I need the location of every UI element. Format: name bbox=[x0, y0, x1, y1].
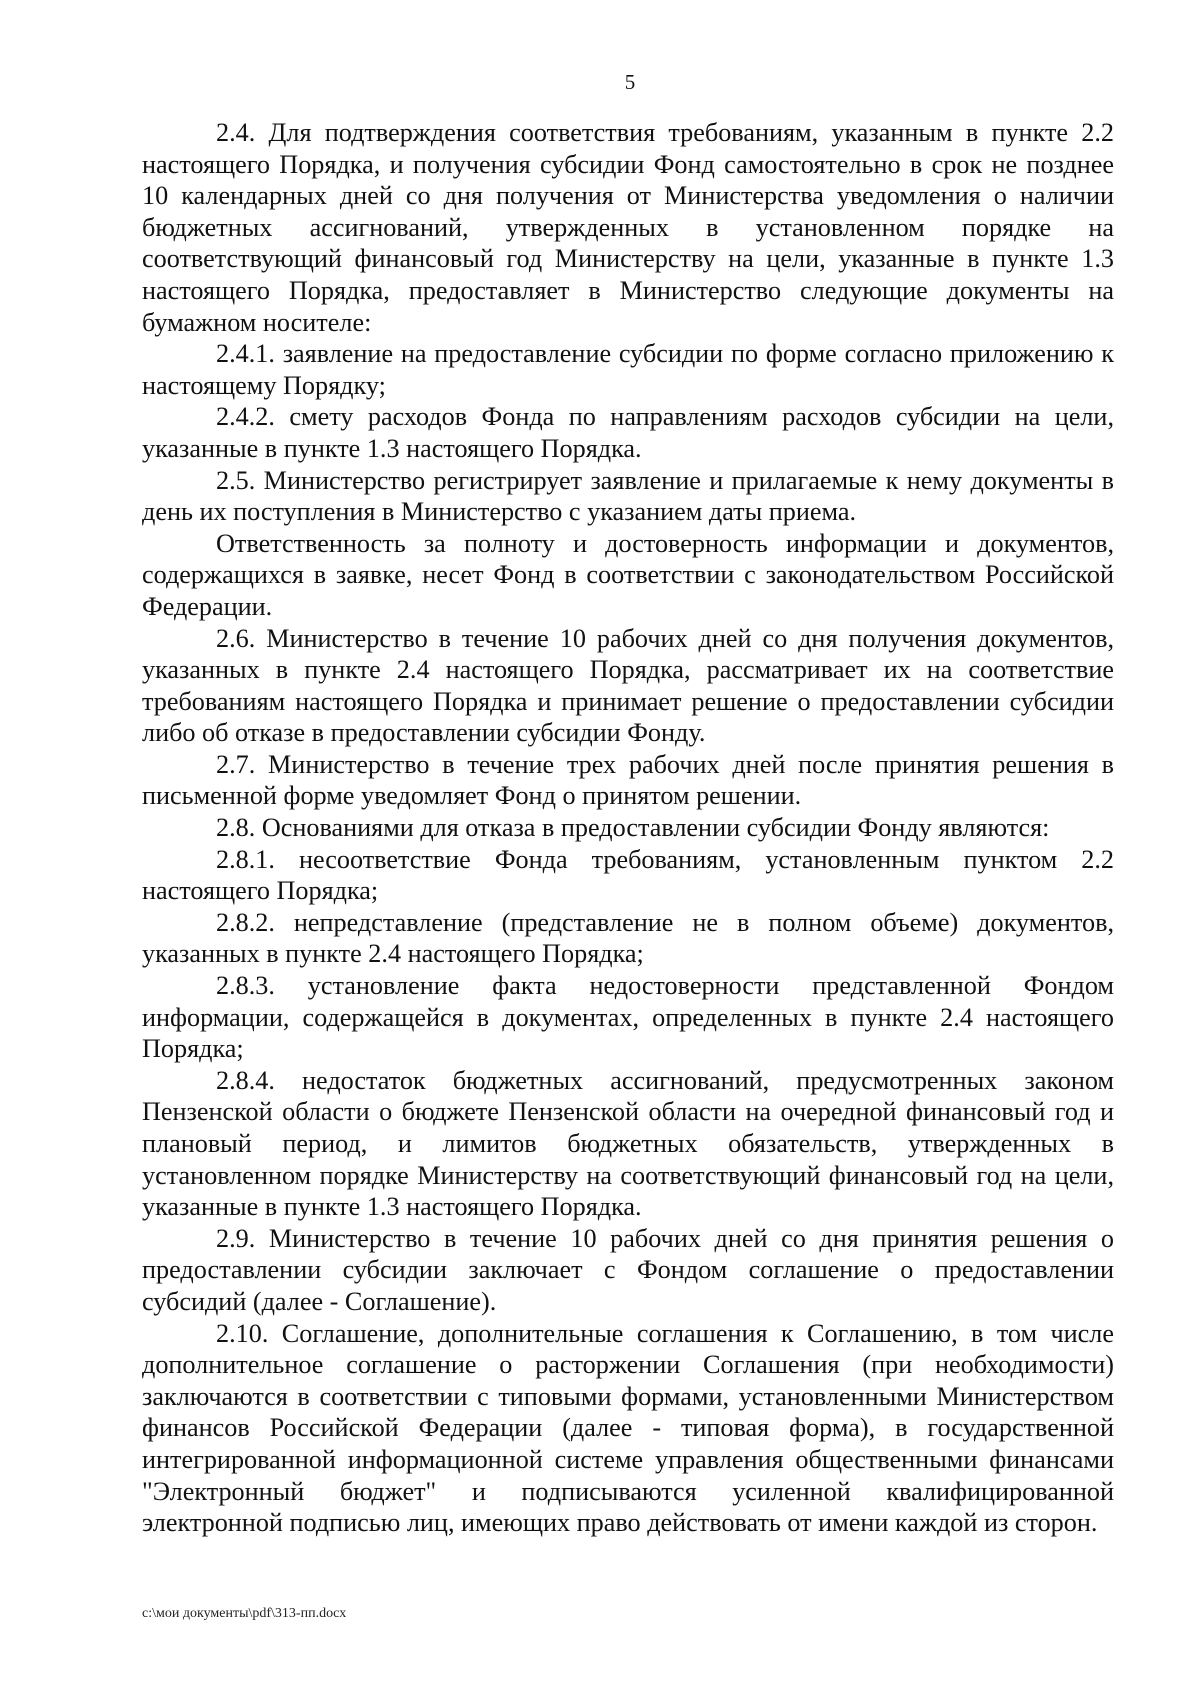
paragraph-2-9: 2.9. Министерство в течение 10 рабочих дней со дня принятия решения о предоставлении субсидии заключает с Фондом соглашение о предоставлении субсидий (далее - Соглашение). bbox=[142, 1223, 1114, 1316]
paragraph-2-8-4: 2.8.4. недостаток бюджетных ассигнований, предусмотренных законом Пензенской области о бюджете Пензенской области на очередной финансовый год и плановый период, и лимитов бюджетных обязательств, утвержденных в установленном порядке Министерству на соответствующий финансовый год на цели, указанные в пункте 1.3 настоящего Порядка. bbox=[142, 1065, 1114, 1222]
paragraph-2-8-3: 2.8.3. установление факта недостоверности представленной Фондом информации, содержащейся в документах, определенных в пункте 2.4 настоящего Порядка; bbox=[142, 971, 1114, 1064]
paragraph-2-4-1: 2.4.1. заявление на предоставление субсидии по форме согласно приложению к настоящему Порядку; bbox=[142, 339, 1114, 400]
paragraph-2-10: 2.10. Соглашение, дополнительные соглашения к Соглашению, в том числе дополнительное соглашение о расторжении Соглашения (при необходимости) заключаются в соответствии с типовыми формами, установленными Министерством финансов Российской Федерации (далее - типовая форма), в государственной интегрированной информационной системе управления общественными финансами "Электронный бюджет" и подписываются усиленной квалифицированной электронной подписью лиц, имеющих право действовать от имени каждой из сторон. bbox=[142, 1318, 1114, 1538]
paragraph-responsibility: Ответственность за полноту и достоверность информации и документов, содержащихся в заявке, несет Фонд в соответствии с законодательством Российской Федерации. bbox=[142, 528, 1114, 621]
paragraph-2-4: 2.4. Для подтверждения соответствия требованиям, указанным в пункте 2.2 настоящего Порядка, и получения субсидии Фонд самостоятельно в срок не позднее 10 календарных дней со дня получения от Министерства уведомления о наличии бюджетных ассигнований, утвержденных в установленном порядке на соответствующий финансовый год Министерству на цели, указанные в пункте 1.3 настоящего Порядка, предоставляет в Министерство следующие документы на бумажном носителе: bbox=[142, 118, 1114, 337]
footer-file-path: c:\мои документы\pdf\313-пп.docx bbox=[142, 1606, 347, 1621]
paragraph-2-8-2: 2.8.2. непредставление (представление не в полном объеме) документов, указанных в пункте 2.4 настоящего Порядка; bbox=[142, 907, 1114, 969]
paragraph-2-4-2: 2.4.2. смету расходов Фонда по направлениям расходов субсидии на цели, указанные в пункте 1.3 настоящего Порядка. bbox=[142, 402, 1114, 463]
paragraph-2-7: 2.7. Министерство в течение трех рабочих дней после принятия решения в письменной форме уведомляет Фонд о принятом решении. bbox=[142, 749, 1114, 811]
document-body bbox=[142, 117, 1114, 1539]
paragraph-2-6: 2.6. Министерство в течение 10 рабочих дней со дня получения документов, указанных в пункте 2.4 настоящего Порядка, рассматривает их на соответствие требованиям настоящего Порядка и принимает решение о предоставлении субсидии либо об отказе в предоставлении субсидии Фонду. bbox=[142, 623, 1114, 748]
page-number: 5 bbox=[624, 70, 636, 94]
paragraph-2-5: 2.5. Министерство регистрирует заявление и прилагаемые к нему документы в день их поступления в Министерство с указанием даты приема. bbox=[142, 465, 1114, 527]
paragraph-2-8-1: 2.8.1. несоответствие Фонда требованиям, установленным пунктом 2.2 настоящего Порядка; bbox=[142, 844, 1114, 906]
paragraph-2-8: 2.8. Основаниями для отказа в предоставлении субсидии Фонду являются: bbox=[216, 813, 1050, 843]
